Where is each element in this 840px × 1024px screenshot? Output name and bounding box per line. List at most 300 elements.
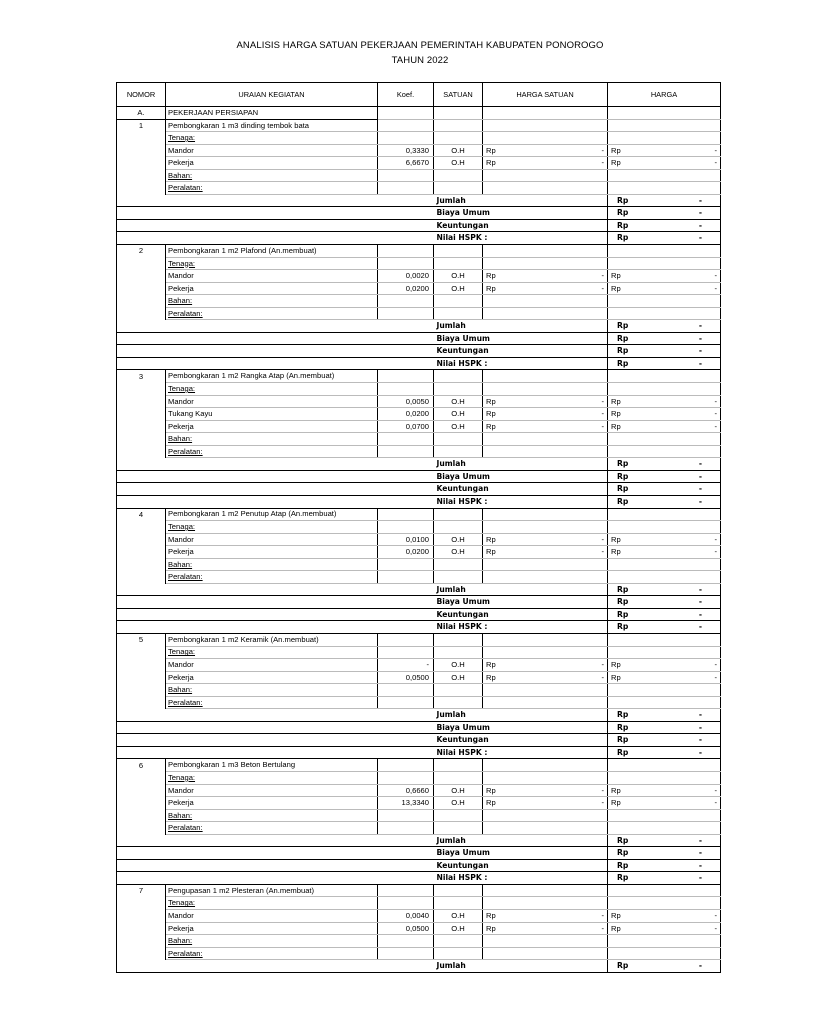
empty-cell [608, 169, 721, 182]
rp-label: Rp [611, 672, 621, 682]
empty-cell [608, 809, 721, 822]
summary-blank [117, 194, 434, 207]
empty-cell [117, 947, 166, 960]
worker-unit-price [483, 533, 608, 546]
empty-cell [117, 270, 166, 283]
summary-blank [117, 470, 434, 483]
dash-value: - [714, 534, 717, 544]
worker-name: Mandor [166, 659, 378, 672]
summary-label: Jumlah [434, 834, 483, 847]
summary-row [117, 960, 721, 973]
rp-label: Rp [486, 158, 496, 168]
rp-label: Rp [486, 923, 496, 933]
empty-cell [434, 521, 483, 534]
worker-koef: 0,6660 [378, 784, 434, 797]
empty-cell [117, 182, 166, 195]
rp-label: Rp [617, 195, 629, 205]
tenaga-label: Tenaga: [166, 897, 378, 910]
peralatan-label-row [117, 307, 721, 320]
dash-value: - [714, 798, 717, 808]
empty-cell [378, 295, 434, 308]
rp-label: Rp [617, 609, 629, 619]
dash-value: - [698, 471, 702, 481]
worker-name: Mandor [166, 910, 378, 923]
worker-unit-price [483, 157, 608, 170]
bahan-label: Bahan: [166, 684, 378, 697]
rp-label: Rp [617, 710, 629, 720]
summary-blank [117, 320, 434, 333]
dash-value: - [601, 660, 604, 670]
summary-value [608, 332, 721, 345]
dash-value: - [698, 609, 702, 619]
summary-blank [117, 583, 434, 596]
rp-label: Rp [617, 333, 629, 343]
summary-label: Keuntungan [434, 219, 483, 232]
worker-price [608, 270, 721, 283]
empty-cell [117, 922, 166, 935]
empty-cell [483, 633, 608, 646]
rp-label: Rp [611, 910, 621, 920]
worker-unit: O.H [434, 659, 483, 672]
summary-gap [483, 608, 608, 621]
summary-label: Biaya Umum [434, 847, 483, 860]
worker-price [608, 797, 721, 810]
summary-value [608, 194, 721, 207]
rp-label: Rp [617, 484, 629, 494]
peralatan-label-row [117, 822, 721, 835]
worker-unit-price [483, 910, 608, 923]
empty-cell [483, 684, 608, 697]
empty-cell [434, 822, 483, 835]
summary-label: Jumlah [434, 583, 483, 596]
summary-gap [483, 709, 608, 722]
summary-gap [483, 495, 608, 508]
empty-cell [378, 947, 434, 960]
summary-value [608, 709, 721, 722]
empty-cell [608, 759, 721, 772]
summary-value [608, 495, 721, 508]
empty-cell [608, 245, 721, 258]
bahan-label-row [117, 169, 721, 182]
summary-blank [117, 357, 434, 370]
worker-row [117, 395, 721, 408]
summary-value [608, 960, 721, 973]
empty-cell [378, 257, 434, 270]
empty-cell [434, 182, 483, 195]
empty-cell [117, 169, 166, 182]
summary-label: Jumlah [434, 320, 483, 333]
summary-row [117, 746, 721, 759]
empty-cell [483, 445, 608, 458]
rp-label: Rp [611, 547, 621, 557]
empty-cell [378, 245, 434, 258]
summary-row [117, 734, 721, 747]
dash-value: - [698, 710, 702, 720]
rp-label: Rp [617, 848, 629, 858]
empty-cell [378, 370, 434, 383]
analysis-table [116, 82, 721, 973]
summary-label: Jumlah [434, 458, 483, 471]
peralatan-label-row [117, 947, 721, 960]
empty-cell [608, 119, 721, 132]
table-body [117, 83, 721, 973]
summary-row [117, 721, 721, 734]
worker-name: Mandor [166, 395, 378, 408]
rp-label: Rp [617, 346, 629, 356]
summary-label: Keuntungan [434, 859, 483, 872]
empty-cell [483, 370, 608, 383]
dash-value: - [601, 396, 604, 406]
bahan-label-row [117, 684, 721, 697]
empty-cell [117, 546, 166, 559]
rp-label: Rp [486, 409, 496, 419]
summary-blank [117, 483, 434, 496]
worker-price [608, 144, 721, 157]
dash-value: - [714, 396, 717, 406]
rp-label: Rp [611, 145, 621, 155]
empty-cell [434, 759, 483, 772]
empty-cell [608, 771, 721, 784]
item-name: Pembongkaran 1 m2 Penutup Atap (An.membuat) [166, 508, 378, 521]
worker-name: Mandor [166, 270, 378, 283]
empty-cell [117, 433, 166, 446]
worker-row [117, 533, 721, 546]
dash-value: - [698, 848, 702, 858]
summary-blank [117, 596, 434, 609]
worker-name: Pekerja [166, 797, 378, 810]
worker-unit: O.H [434, 671, 483, 684]
worker-row [117, 671, 721, 684]
summary-blank [117, 495, 434, 508]
title-line-2: TAHUN 2022 [391, 55, 449, 66]
empty-cell [608, 696, 721, 709]
empty-cell [434, 169, 483, 182]
empty-cell [483, 822, 608, 835]
empty-cell [117, 307, 166, 320]
summary-blank [117, 872, 434, 885]
empty-cell [434, 508, 483, 521]
empty-cell [378, 633, 434, 646]
empty-cell [378, 558, 434, 571]
empty-cell [608, 884, 721, 897]
dash-value: - [698, 735, 702, 745]
rp-label: Rp [617, 220, 629, 230]
bahan-label-row [117, 295, 721, 308]
summary-label: Nilai HSPK : [434, 495, 483, 508]
worker-koef: 0,0500 [378, 671, 434, 684]
dash-value: - [601, 271, 604, 281]
summary-blank [117, 834, 434, 847]
worker-unit: O.H [434, 910, 483, 923]
worker-unit: O.H [434, 922, 483, 935]
rp-label: Rp [617, 471, 629, 481]
summary-blank [117, 345, 434, 358]
peralatan-label-row [117, 445, 721, 458]
summary-gap [483, 859, 608, 872]
item-number: 4 [117, 508, 166, 521]
summary-blank [117, 608, 434, 621]
empty-cell [378, 132, 434, 145]
worker-row [117, 282, 721, 295]
rp-label: Rp [617, 835, 629, 845]
summary-row [117, 470, 721, 483]
empty-cell [483, 307, 608, 320]
summary-row [117, 709, 721, 722]
empty-cell [434, 684, 483, 697]
dash-value: - [601, 145, 604, 155]
summary-value [608, 345, 721, 358]
item-name: Pembongkaran 1 m3 Beton Bertulang [166, 759, 378, 772]
rp-label: Rp [486, 396, 496, 406]
summary-value [608, 596, 721, 609]
worker-unit-price [483, 144, 608, 157]
summary-gap [483, 734, 608, 747]
empty-cell [608, 383, 721, 396]
header-harga-satuan: HARGA SATUAN [483, 83, 608, 107]
dash-value: - [714, 283, 717, 293]
empty-cell [483, 571, 608, 584]
summary-blank [117, 847, 434, 860]
summary-gap [483, 483, 608, 496]
empty-cell [608, 257, 721, 270]
empty-cell [483, 884, 608, 897]
rp-label: Rp [611, 421, 621, 431]
rp-label: Rp [617, 597, 629, 607]
worker-name: Pekerja [166, 282, 378, 295]
worker-unit: O.H [434, 157, 483, 170]
empty-cell [378, 383, 434, 396]
summary-gap [483, 320, 608, 333]
dash-value: - [698, 220, 702, 230]
empty-cell [434, 370, 483, 383]
empty-cell [608, 508, 721, 521]
dash-value: - [698, 233, 702, 243]
tenaga-label: Tenaga: [166, 771, 378, 784]
tenaga-row [117, 257, 721, 270]
summary-blank [117, 621, 434, 634]
empty-cell [117, 571, 166, 584]
summary-blank [117, 232, 434, 245]
summary-row [117, 834, 721, 847]
summary-gap [483, 332, 608, 345]
rp-label: Rp [611, 396, 621, 406]
worker-koef: 0,0500 [378, 922, 434, 935]
peralatan-label: Peralatan: [166, 571, 378, 584]
empty-cell [483, 295, 608, 308]
worker-koef: 0,0200 [378, 282, 434, 295]
dash-value: - [601, 283, 604, 293]
rp-label: Rp [611, 923, 621, 933]
dash-value: - [698, 835, 702, 845]
empty-cell [483, 433, 608, 446]
empty-cell [434, 119, 483, 132]
summary-gap [483, 872, 608, 885]
summary-label: Nilai HSPK : [434, 232, 483, 245]
summary-label: Jumlah [434, 960, 483, 973]
worker-unit: O.H [434, 144, 483, 157]
worker-price [608, 784, 721, 797]
empty-cell [117, 132, 166, 145]
section-row [117, 107, 721, 120]
worker-price [608, 659, 721, 672]
dash-value: - [714, 672, 717, 682]
empty-cell [117, 282, 166, 295]
rp-label: Rp [611, 798, 621, 808]
summary-label: Biaya Umum [434, 332, 483, 345]
empty-cell [434, 433, 483, 446]
rp-label: Rp [617, 722, 629, 732]
empty-cell [117, 144, 166, 157]
empty-cell [117, 910, 166, 923]
summary-label: Keuntungan [434, 345, 483, 358]
summary-label: Keuntungan [434, 608, 483, 621]
worker-row [117, 922, 721, 935]
empty-cell [378, 771, 434, 784]
tenaga-label: Tenaga: [166, 521, 378, 534]
empty-cell [378, 646, 434, 659]
empty-cell [378, 897, 434, 910]
rp-label: Rp [611, 534, 621, 544]
bahan-label: Bahan: [166, 935, 378, 948]
empty-cell [434, 132, 483, 145]
tenaga-row [117, 132, 721, 145]
worker-unit: O.H [434, 420, 483, 433]
dash-value: - [698, 722, 702, 732]
summary-row [117, 596, 721, 609]
dash-value: - [601, 547, 604, 557]
worker-price [608, 157, 721, 170]
summary-value [608, 320, 721, 333]
summary-value [608, 357, 721, 370]
dash-value: - [714, 271, 717, 281]
summary-blank [117, 207, 434, 220]
worker-name: Pekerja [166, 671, 378, 684]
item-name: Pembongkaran 1 m3 dinding tembok bata [166, 119, 378, 132]
empty-cell [434, 257, 483, 270]
worker-unit-price [483, 282, 608, 295]
worker-row [117, 144, 721, 157]
summary-label: Keuntungan [434, 734, 483, 747]
rp-label: Rp [617, 860, 629, 870]
dash-value: - [714, 421, 717, 431]
item-number: 1 [117, 119, 166, 132]
rp-label: Rp [617, 233, 629, 243]
summary-label: Nilai HSPK : [434, 621, 483, 634]
empty-cell [378, 696, 434, 709]
summary-row [117, 458, 721, 471]
rp-label: Rp [611, 660, 621, 670]
empty-cell [483, 759, 608, 772]
summary-value [608, 608, 721, 621]
rp-label: Rp [486, 785, 496, 795]
header-row [117, 83, 721, 107]
summary-value [608, 219, 721, 232]
dash-value: - [698, 860, 702, 870]
empty-cell [117, 445, 166, 458]
tenaga-row [117, 771, 721, 784]
empty-cell [434, 809, 483, 822]
peralatan-label: Peralatan: [166, 182, 378, 195]
empty-cell [378, 935, 434, 948]
dash-value: - [698, 961, 702, 971]
worker-price [608, 910, 721, 923]
empty-cell [378, 884, 434, 897]
worker-name: Pekerja [166, 922, 378, 935]
summary-value [608, 470, 721, 483]
dash-value: - [698, 484, 702, 494]
empty-cell [378, 521, 434, 534]
peralatan-label-row [117, 182, 721, 195]
summary-gap [483, 583, 608, 596]
empty-cell [434, 633, 483, 646]
rp-label: Rp [486, 534, 496, 544]
empty-cell [483, 119, 608, 132]
item-header-row [117, 759, 721, 772]
worker-price [608, 533, 721, 546]
dash-value: - [698, 496, 702, 506]
empty-cell [483, 558, 608, 571]
empty-cell [434, 935, 483, 948]
summary-row [117, 320, 721, 333]
empty-cell [483, 169, 608, 182]
worker-row [117, 546, 721, 559]
dash-value: - [601, 923, 604, 933]
rp-label: Rp [611, 158, 621, 168]
empty-cell [608, 646, 721, 659]
rp-label: Rp [617, 622, 629, 632]
worker-price [608, 546, 721, 559]
worker-price [608, 395, 721, 408]
bahan-label: Bahan: [166, 433, 378, 446]
rp-label: Rp [486, 910, 496, 920]
worker-unit-price [483, 420, 608, 433]
rp-label: Rp [617, 735, 629, 745]
empty-cell [378, 182, 434, 195]
rp-label: Rp [611, 283, 621, 293]
dash-value: - [714, 145, 717, 155]
header-satuan: SATUAN [434, 83, 483, 107]
tenaga-label: Tenaga: [166, 383, 378, 396]
empty-cell [117, 395, 166, 408]
empty-cell [117, 646, 166, 659]
worker-koef: 0,0100 [378, 533, 434, 546]
summary-value [608, 721, 721, 734]
empty-cell [483, 257, 608, 270]
dash-value: - [601, 409, 604, 419]
dash-value: - [601, 672, 604, 682]
dash-value: - [714, 158, 717, 168]
empty-cell [378, 759, 434, 772]
dash-value: - [698, 195, 702, 205]
worker-price [608, 408, 721, 421]
rp-label: Rp [617, 747, 629, 757]
empty-cell [117, 809, 166, 822]
empty-cell [483, 182, 608, 195]
summary-gap [483, 721, 608, 734]
peralatan-label: Peralatan: [166, 307, 378, 320]
item-header-row [117, 633, 721, 646]
summary-value [608, 458, 721, 471]
item-number: 3 [117, 370, 166, 383]
empty-cell [117, 257, 166, 270]
summary-gap [483, 194, 608, 207]
dash-value: - [601, 534, 604, 544]
empty-cell [483, 245, 608, 258]
dash-value: - [698, 597, 702, 607]
bahan-label-row [117, 935, 721, 948]
summary-label: Biaya Umum [434, 721, 483, 734]
worker-row [117, 408, 721, 421]
